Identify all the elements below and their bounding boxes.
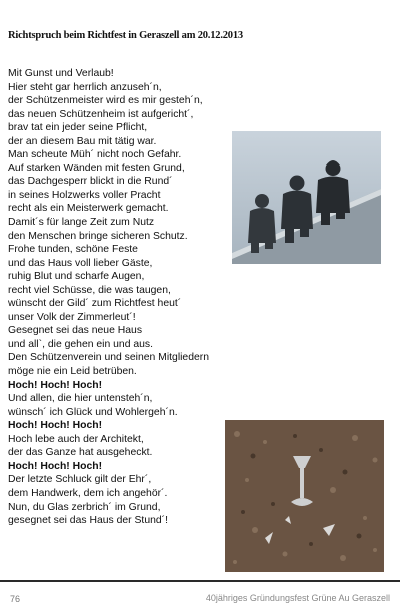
poem-line: und all`, die gehen ein und aus.: [8, 338, 154, 350]
poem-line: Frohe tunden, schöne Feste: [8, 244, 138, 256]
poem-line-refrain: Hoch! Hoch! Hoch!: [8, 460, 103, 472]
photo-broken-glass-on-ground: [225, 420, 384, 572]
poem-line: möge nie ein Leid betrüben.: [8, 366, 137, 378]
poem-line: ruhig Blut und scharfe Augen,: [8, 271, 145, 283]
poem-line: der das Ganze hat ausgeheckt.: [8, 447, 153, 459]
poem-line: Damit´s für lange Zeit zum Nutz: [8, 217, 155, 229]
poem-line: recht viel Schüsse, die was taugen,: [8, 284, 171, 296]
poem-line-refrain: Hoch! Hoch! Hoch!: [8, 379, 103, 391]
poem-line-refrain: Hoch! Hoch! Hoch!: [8, 420, 103, 432]
poem-line: brav tat ein jeder seine Pflicht,: [8, 122, 148, 134]
poem-line: gesegnet sei das Haus der Stund´!: [8, 515, 168, 527]
poem-line: Man scheute Müh´ nicht noch Gefahr.: [8, 149, 182, 161]
poem-line: der Schützenmeister wird es mir gesteh´n,: [8, 95, 203, 107]
poem-line: Gesegnet sei das neue Haus: [8, 325, 143, 337]
poem-line: wünscht der Gild´ zum Richtfest heut´: [8, 298, 182, 310]
poem-line: in seines Holzwerks voller Pracht: [8, 189, 161, 201]
poem-line: Der letzte Schluck gilt der Ehr´,: [8, 474, 152, 486]
poem-text: [8, 67, 238, 528]
poem-line: Nun, du Glas zerbrich´ im Grund,: [8, 501, 161, 513]
poem-line: recht als ein Meisterwerk gemacht.: [8, 203, 169, 215]
poem-line: der an diesem Bau mit tätig war.: [8, 135, 157, 147]
poem-line: das Dachgesperr blickt in die Rund´: [8, 176, 173, 188]
poem-line: das neuen Schützenheim ist aufgericht´,: [8, 108, 194, 120]
poem-line: Hier steht gar herrlich anzuseh´n,: [8, 81, 162, 93]
poem-line: dem Handwerk, dem ich angehör´.: [8, 487, 168, 499]
poem-line: Hoch lebe auch der Architekt,: [8, 433, 144, 445]
page-number: 76: [10, 594, 21, 604]
poem-line: wünsch´ ich Glück und Wohlergeh´n.: [8, 406, 178, 418]
page-title: Richtspruch beim Richtfest in Geraszell am 20.12.2013: [8, 30, 243, 41]
poem-line: Den Schützenverein und seinen Mitgliedern: [8, 352, 210, 364]
poem-line: unser Volk der Zimmerleut´!: [8, 311, 136, 323]
poem-line: den Menschen bringe sicheren Schutz.: [8, 230, 188, 242]
poem-line: Und allen, die hier untensteh´n,: [8, 393, 153, 405]
poem-line: und das Haus voll lieber Gäste,: [8, 257, 153, 269]
footer-rule: [0, 580, 400, 582]
poem-line: Auf starken Wänden mit festen Grund,: [8, 162, 185, 174]
photo-carpenters-on-roof: [232, 131, 381, 264]
footer-text: 40jähriges Gründungsfest Grüne Au Geraszell: [205, 593, 390, 603]
poem-line: Mit Gunst und Verlaub!: [8, 68, 114, 79]
